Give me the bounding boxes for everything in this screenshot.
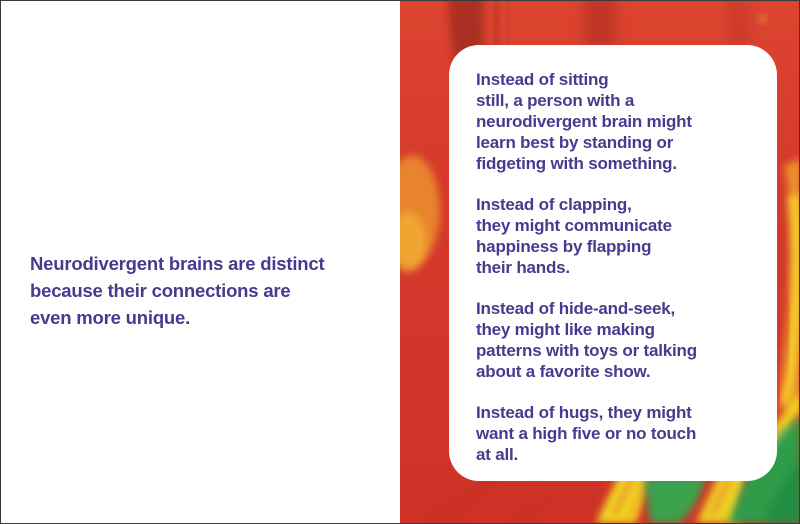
text-line: Instead of clapping, [476, 195, 632, 214]
text-line: fidgeting with something. [476, 154, 677, 173]
text-line: still, a person with a [476, 91, 635, 110]
text-line: want a high five or no touch [476, 424, 697, 443]
right-page [400, 1, 800, 523]
text-line: even more unique. [30, 307, 191, 328]
text-line: learn best by standing or [476, 133, 674, 152]
left-page [1, 1, 400, 523]
card-paragraph [476, 298, 757, 382]
text-line: happiness by flapping [476, 237, 652, 256]
text-line: patterns with toys or talking [476, 341, 697, 360]
left-page-text [30, 250, 324, 331]
text-line: about a favorite show. [476, 362, 651, 381]
text-line: they might like making [476, 320, 655, 339]
text-line: Instead of sitting [476, 70, 609, 89]
card-paragraph [476, 402, 757, 465]
text-line: Instead of hide-and-seek, [476, 299, 676, 318]
text-line: their hands. [476, 258, 570, 277]
text-line: Instead of hugs, they might [476, 403, 692, 422]
text-line: at all. [476, 445, 519, 464]
text-line: neurodivergent brain might [476, 112, 692, 131]
card-paragraph [476, 194, 757, 278]
text-line: because their connections are [30, 280, 291, 301]
text-card [449, 45, 777, 481]
text-line: Neurodivergent brains are distinct [30, 253, 325, 274]
card-paragraph [476, 69, 757, 174]
text-line: they might communicate [476, 216, 672, 235]
